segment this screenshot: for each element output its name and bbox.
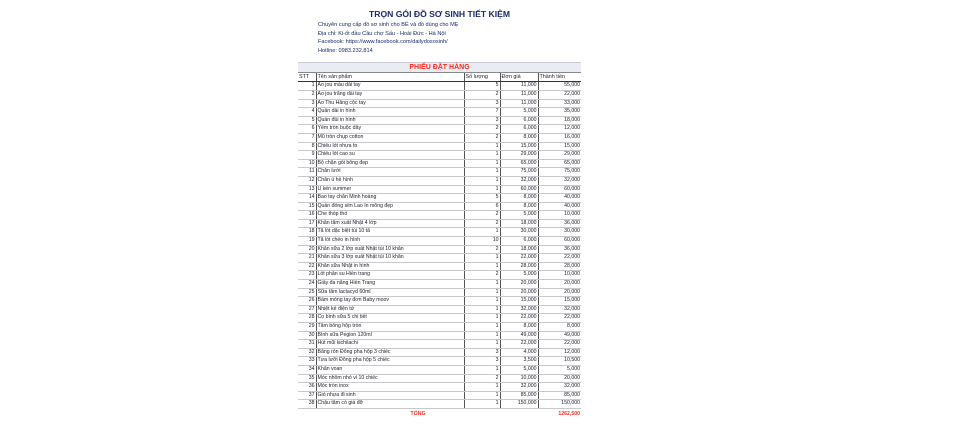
- cell-quantity: 1: [464, 228, 500, 237]
- cell-unit-price: 65,000: [500, 159, 538, 168]
- cell-product-name: Chiếu lót cao su: [316, 151, 464, 160]
- cell-product-name: Giấy đa năng Hiền Trang: [316, 280, 464, 289]
- cell-quantity: 1: [464, 400, 500, 409]
- cell-product-name: Mũ tròn chụp cotton: [316, 133, 464, 142]
- cell-quantity: 1: [464, 254, 500, 263]
- cell-quantity: 1: [464, 297, 500, 306]
- cell-line-total: 36,000: [538, 219, 581, 228]
- cell-line-total: 18,000: [538, 116, 581, 125]
- cell-unit-price: 6,000: [500, 125, 538, 134]
- cell-unit-price: 20,000: [500, 288, 538, 297]
- order-table-body: [298, 73, 581, 419]
- cell-unit-price: 32,000: [500, 305, 538, 314]
- cell-unit-price: 32,000: [500, 383, 538, 392]
- table-row: [298, 151, 581, 160]
- cell-stt: 38: [298, 400, 316, 409]
- cell-unit-price: 20,000: [500, 280, 538, 289]
- cell-line-total: 10,500: [538, 357, 581, 366]
- table-row: [298, 391, 581, 400]
- cell-line-total: 35,000: [538, 108, 581, 117]
- cell-quantity: 2: [464, 374, 500, 383]
- cell-stt: 12: [298, 176, 316, 185]
- table-row: [298, 323, 581, 332]
- cell-line-total: 75,000: [538, 168, 581, 177]
- cell-product-name: Quần đóng sỉm Lao In mông đẹp: [316, 202, 464, 211]
- cell-unit-price: 60,000: [500, 185, 538, 194]
- cell-quantity: 1: [464, 142, 500, 151]
- table-row: [298, 262, 581, 271]
- form-title: PHIẾU ĐẶT HÀNG: [298, 62, 581, 73]
- cell-product-name: Chăn lưới: [316, 168, 464, 177]
- cell-line-total: 28,000: [538, 262, 581, 271]
- facebook-link: Facebook: https://www.facebook.com/dailydososinh/: [318, 39, 448, 46]
- cell-line-total: 22,000: [538, 254, 581, 263]
- cell-unit-price: 85,000: [500, 391, 538, 400]
- header-line-total: Thành tiền: [538, 73, 581, 82]
- cell-product-name: Móc nhôm nhỏ vỉ 10 chiếc: [316, 374, 464, 383]
- table-row: [298, 194, 581, 203]
- cell-product-name: Tưa lưỡi Đông pha hộp 5 chiếc: [316, 357, 464, 366]
- cell-line-total: 12,000: [538, 348, 581, 357]
- cell-quantity: 2: [464, 211, 500, 220]
- cell-quantity: 1: [464, 151, 500, 160]
- cell-line-total: 40,000: [538, 202, 581, 211]
- cell-quantity: 1: [464, 365, 500, 374]
- cell-quantity: 1: [464, 314, 500, 323]
- cell-product-name: Ủ kén summer: [316, 185, 464, 194]
- cell-product-name: Khăn sữa 2 lớp xuất Nhật túi 10 khăn: [316, 245, 464, 254]
- table-row: [298, 340, 581, 349]
- cell-stt: 9: [298, 151, 316, 160]
- table-row: [298, 142, 581, 151]
- table-row: [298, 348, 581, 357]
- cell-stt: 34: [298, 365, 316, 374]
- cell-unit-price: 15,000: [500, 297, 538, 306]
- cell-product-name: Khăn sữa Nhật in hình: [316, 262, 464, 271]
- cell-stt: 6: [298, 125, 316, 134]
- cell-line-total: 15,000: [538, 142, 581, 151]
- order-table: [298, 73, 581, 419]
- table-row: [298, 254, 581, 263]
- cell-line-total: 32,000: [538, 383, 581, 392]
- table-row: [298, 176, 581, 185]
- cell-unit-price: 11,000: [500, 90, 538, 99]
- cell-quantity: 2: [464, 133, 500, 142]
- cell-stt: 14: [298, 194, 316, 203]
- cell-stt: 37: [298, 391, 316, 400]
- cell-line-total: 12,000: [538, 125, 581, 134]
- cell-quantity: 1: [464, 383, 500, 392]
- header-unit-price: Đơn giá: [500, 73, 538, 82]
- table-row: [298, 211, 581, 220]
- cell-quantity: 5: [464, 82, 500, 91]
- hotline: Hotline: 0983.232.814: [318, 47, 373, 54]
- cell-unit-price: 49,000: [500, 331, 538, 340]
- cell-product-name: Áo jou màu dài tay: [316, 82, 464, 91]
- total-row: [298, 408, 581, 419]
- cell-unit-price: 10,000: [500, 374, 538, 383]
- cell-product-name: Chậu tắm có giá đỡ: [316, 400, 464, 409]
- cell-unit-price: 6,000: [500, 116, 538, 125]
- cell-quantity: 1: [464, 331, 500, 340]
- cell-unit-price: 5,000: [500, 108, 538, 117]
- cell-quantity: 3: [464, 99, 500, 108]
- cell-line-total: 8,000: [538, 323, 581, 332]
- cell-quantity: 2: [464, 125, 500, 134]
- table-row: [298, 288, 581, 297]
- cell-stt: 20: [298, 245, 316, 254]
- cell-quantity: 10: [464, 237, 500, 246]
- cell-line-total: 32,000: [538, 176, 581, 185]
- cell-quantity: 1: [464, 176, 500, 185]
- cell-product-name: Giỏ nhựa đi sinh: [316, 391, 464, 400]
- cell-line-total: 60,000: [538, 237, 581, 246]
- cell-product-name: Áo jou trắng dài tay: [316, 90, 464, 99]
- cell-unit-price: 18,000: [500, 245, 538, 254]
- cell-unit-price: 22,000: [500, 314, 538, 323]
- cell-stt: 30: [298, 331, 316, 340]
- cell-quantity: 1: [464, 168, 500, 177]
- cell-unit-price: 11,000: [500, 82, 538, 91]
- cell-quantity: 1: [464, 288, 500, 297]
- cell-stt: 3: [298, 99, 316, 108]
- cell-unit-price: 5,000: [500, 211, 538, 220]
- cell-line-total: 65,000: [538, 159, 581, 168]
- cell-stt: 8: [298, 142, 316, 151]
- cell-quantity: 2: [464, 219, 500, 228]
- cell-stt: 23: [298, 271, 316, 280]
- cell-product-name: Chiếu lót nhựa to: [316, 142, 464, 151]
- cell-line-total: 10,000: [538, 211, 581, 220]
- cell-product-name: Cọ bình sữa 5 chi tiết: [316, 314, 464, 323]
- cell-product-name: Chăn ủ hè hình: [316, 176, 464, 185]
- cell-stt: 29: [298, 323, 316, 332]
- cell-product-name: Hút mũi kichilachi: [316, 340, 464, 349]
- cell-quantity: 1: [464, 340, 500, 349]
- cell-line-total: 32,000: [538, 305, 581, 314]
- cell-unit-price: 11,000: [500, 99, 538, 108]
- cell-line-total: 16,000: [538, 133, 581, 142]
- cell-stt: 28: [298, 314, 316, 323]
- cell-quantity: 7: [464, 108, 500, 117]
- cell-line-total: 22,000: [538, 314, 581, 323]
- cell-stt: 18: [298, 228, 316, 237]
- cell-line-total: 20,000: [538, 288, 581, 297]
- cell-line-total: 40,000: [538, 194, 581, 203]
- cell-stt: 7: [298, 133, 316, 142]
- order-sheet: [298, 8, 581, 419]
- cell-product-name: Yếm tròn buộc dây: [316, 125, 464, 134]
- cell-stt: 15: [298, 202, 316, 211]
- table-row: [298, 297, 581, 306]
- cell-unit-price: 5,000: [500, 365, 538, 374]
- cell-stt: 11: [298, 168, 316, 177]
- cell-line-total: 49,000: [538, 331, 581, 340]
- cell-product-name: Quần đùi in hình: [316, 116, 464, 125]
- spacer: [298, 55, 581, 62]
- table-row: [298, 228, 581, 237]
- table-row: [298, 133, 581, 142]
- cell-stt: 16: [298, 211, 316, 220]
- cell-stt: 26: [298, 297, 316, 306]
- cell-product-name: Bình sữa Pegion 120ml: [316, 331, 464, 340]
- header-stt: STT: [298, 73, 316, 82]
- cell-product-name: Áo Thu Hằng cộc tay: [316, 99, 464, 108]
- cell-stt: 25: [298, 288, 316, 297]
- table-row: [298, 159, 581, 168]
- cell-product-name: Che thóp thỏ: [316, 211, 464, 220]
- cell-stt: 35: [298, 374, 316, 383]
- cell-stt: 1: [298, 82, 316, 91]
- cell-unit-price: 29,000: [500, 151, 538, 160]
- table-row: [298, 168, 581, 177]
- cell-product-name: Móc tròn inox: [316, 383, 464, 392]
- cell-unit-price: 15,000: [500, 142, 538, 151]
- table-row: [298, 365, 581, 374]
- cell-line-total: 20,000: [538, 280, 581, 289]
- cell-quantity: 1: [464, 159, 500, 168]
- cell-quantity: 3: [464, 116, 500, 125]
- cell-stt: 32: [298, 348, 316, 357]
- cell-unit-price: 150,000: [500, 400, 538, 409]
- cell-product-name: Lót phân su Hiền trang: [316, 271, 464, 280]
- table-row: [298, 82, 581, 91]
- cell-unit-price: 6,000: [500, 237, 538, 246]
- header-quantity: Số lượng: [464, 73, 500, 82]
- header-product-name: Tên sản phẩm: [316, 73, 464, 82]
- cell-line-total: 36,000: [538, 245, 581, 254]
- cell-line-total: 29,000: [538, 151, 581, 160]
- cell-stt: 27: [298, 305, 316, 314]
- table-row: [298, 314, 581, 323]
- table-row: [298, 90, 581, 99]
- cell-line-total: 150,000: [538, 400, 581, 409]
- cell-unit-price: 3,500: [500, 357, 538, 366]
- cell-quantity: 6: [464, 202, 500, 211]
- cell-line-total: 30,000: [538, 228, 581, 237]
- cell-product-name: Quần dài in hình: [316, 108, 464, 117]
- cell-quantity: 1: [464, 262, 500, 271]
- cell-stt: 22: [298, 262, 316, 271]
- table-row: [298, 383, 581, 392]
- cell-quantity: 1: [464, 305, 500, 314]
- table-row: [298, 202, 581, 211]
- cell-stt: 2: [298, 90, 316, 99]
- cell-product-name: Khăn voan: [316, 365, 464, 374]
- table-row: [298, 357, 581, 366]
- table-row: [298, 99, 581, 108]
- cell-line-total: 22,000: [538, 340, 581, 349]
- cell-quantity: 5: [464, 194, 500, 203]
- cell-line-total: 85,000: [538, 391, 581, 400]
- table-row: [298, 116, 581, 125]
- cell-quantity: 2: [464, 245, 500, 254]
- cell-quantity: 2: [464, 271, 500, 280]
- table-row: [298, 305, 581, 314]
- table-row: [298, 108, 581, 117]
- cell-stt: 17: [298, 219, 316, 228]
- cell-product-name: Sữa tắm lactacyd 60ml: [316, 288, 464, 297]
- cell-stt: 13: [298, 185, 316, 194]
- cell-stt: 24: [298, 280, 316, 289]
- cell-unit-price: 5,000: [500, 271, 538, 280]
- cell-product-name: Nhiệt kế điện tử: [316, 305, 464, 314]
- shop-title: TRỌN GÓI ĐỒ SƠ SINH TIẾT KIỆM: [368, 9, 511, 19]
- cell-quantity: 1: [464, 391, 500, 400]
- cell-unit-price: 18,000: [500, 219, 538, 228]
- address: Địa chỉ: Ki-ốt đầu Cầu chợ Sấu - Hoài Đức - Hà Nội: [318, 30, 446, 37]
- cell-stt: 19: [298, 237, 316, 246]
- cell-quantity: 3: [464, 357, 500, 366]
- table-row: [298, 331, 581, 340]
- cell-product-name: Khăn sữa 3 lớp xuất Nhật túi 10 khăn: [316, 254, 464, 263]
- cell-unit-price: 28,000: [500, 262, 538, 271]
- cell-stt: 10: [298, 159, 316, 168]
- cell-product-name: Tã lót chéo in hình: [316, 237, 464, 246]
- cell-quantity: 3: [464, 348, 500, 357]
- cell-quantity: 1: [464, 323, 500, 332]
- table-row: [298, 400, 581, 409]
- cell-product-name: Tã lót dặc biệt túi 10 tã: [316, 228, 464, 237]
- cell-unit-price: 32,000: [500, 176, 538, 185]
- cell-stt: 31: [298, 340, 316, 349]
- table-row: [298, 374, 581, 383]
- table-row: [298, 125, 581, 134]
- cell-line-total: 10,000: [538, 271, 581, 280]
- cell-unit-price: 8,000: [500, 133, 538, 142]
- cell-line-total: 15,000: [538, 297, 581, 306]
- cell-product-name: Băng rốn Đông pha hộp 3 chiếc: [316, 348, 464, 357]
- cell-unit-price: 8,000: [500, 194, 538, 203]
- cell-stt: 5: [298, 116, 316, 125]
- cell-product-name: Bao tay chân Minh hoàng: [316, 194, 464, 203]
- cell-line-total: 5,000: [538, 365, 581, 374]
- cell-quantity: 1: [464, 185, 500, 194]
- cell-quantity: 2: [464, 90, 500, 99]
- total-label: TỔNG: [298, 408, 538, 419]
- cell-product-name: Tăm bông hộp tròn: [316, 323, 464, 332]
- cell-line-total: 60,000: [538, 185, 581, 194]
- table-row: [298, 271, 581, 280]
- cell-line-total: 22,000: [538, 90, 581, 99]
- cell-stt: 21: [298, 254, 316, 263]
- table-row: [298, 245, 581, 254]
- cell-quantity: 1: [464, 280, 500, 289]
- total-value: 1262,500: [538, 408, 581, 419]
- cell-unit-price: 8,000: [500, 202, 538, 211]
- table-row: [298, 280, 581, 289]
- cell-product-name: Khăn tắm xuất Nhật 4 lớp: [316, 219, 464, 228]
- cell-line-total: 20,000: [538, 374, 581, 383]
- cell-unit-price: 22,000: [500, 340, 538, 349]
- cell-unit-price: 4,000: [500, 348, 538, 357]
- table-row: [298, 237, 581, 246]
- cell-unit-price: 8,000: [500, 323, 538, 332]
- cell-unit-price: 22,000: [500, 254, 538, 263]
- cell-line-total: 55,000: [538, 82, 581, 91]
- cell-product-name: Bấm móng tay đơn Baby moov: [316, 297, 464, 306]
- cell-line-total: 33,000: [538, 99, 581, 108]
- table-header-row: [298, 73, 581, 82]
- cell-stt: 4: [298, 108, 316, 117]
- tagline: Chuyên cung cấp đồ sơ sinh cho BÉ và đồ dùng cho MẸ: [318, 22, 459, 28]
- table-row: [298, 185, 581, 194]
- table-row: [298, 219, 581, 228]
- cell-unit-price: 75,000: [500, 168, 538, 177]
- cell-product-name: Bộ chặn gối bông đẹp: [316, 159, 464, 168]
- cell-stt: 33: [298, 357, 316, 366]
- cell-unit-price: 30,000: [500, 228, 538, 237]
- cell-stt: 36: [298, 383, 316, 392]
